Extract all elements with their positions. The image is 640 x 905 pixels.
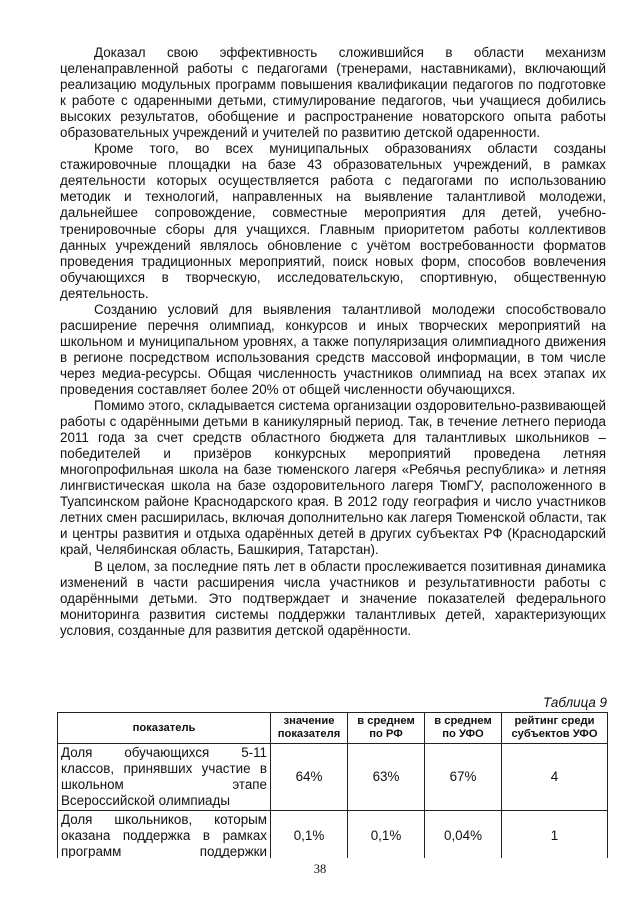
header-ufo-rank: рейтинг среди субъектов УФО (502, 713, 608, 744)
paragraph-3: Созданию условий для выявления талантливой молодежи способствовало расширение перечня олимпиад, конкурсов и иных творческих мероприятий на школьном и муниципальном уровнях, а также популяризация олимпиадного движения в регионе посредством использования средств массовой информации, в том числе через медиа-ресурсы. Общая численность участников олимпиад на всех этапах их проведения составляет более 20% от общей численности обучающихся. (60, 301, 606, 397)
table-caption: Таблица 9 (543, 695, 607, 710)
row-rf-average: 0,1% (348, 811, 425, 859)
row-ufo-rank: 1 (502, 811, 608, 859)
paragraph-4: Помимо этого, складывается система организации оздоровительно-развивающей работы с одарёнными детьми в каникулярный период. Так, в течение летнего периода 2011 года за счет средств областного бюджета для талантливых школьников – победителей и призёров конкурсных мероприятий проведена летняя многопрофильная школа на базе тюменского лагеря «Ребячья республика» и летняя лингвистическая школа на базе оздоровительного лагеря ТюмГУ, расположенного в Туапсинском районе Краснодарского края. В 2012 году география и число участников летних смен расширилась, включая дополнительно как лагеря Тюменской области, так и центры развития и отдыха одарённых детей в других субъектах РФ (Краснодарский край, Челябинская область, Башкирия, Татарстан). (60, 398, 606, 558)
row-ufo-average: 0,04% (425, 811, 502, 859)
paragraph-5: В целом, за последние пять лет в области прослеживается позитивная динамика изменений в части расширения числа участников и результативности работы с одарёнными детьми. Это подтверждает и значение показателей федерального мониторинга развития системы поддержки талантливых детей, характеризующих условия, созданные для развития детской одарённости. (60, 558, 606, 638)
row-indicator-text: Доля школьников, которым оказана поддержка в рамках программ поддержки (61, 812, 267, 858)
row-indicator (58, 811, 271, 859)
header-value: значение показателя (271, 713, 348, 744)
paragraph-1: Доказал свою эффективность сложившийся в области механизм целенаправленной работы с педагогами (тренерами, наставниками), включающий реализацию модульных программ повышения квалификации педагогов по подготовке к работе с одаренными детьми, стимулирование педагогов, чьи учащиеся добились высоких результатов, обобщение и распространение новаторского опыта работы образовательных учреждений и учителей по развитию детской одаренности. (60, 45, 606, 141)
paragraph-2: Кроме того, во всех муниципальных образованиях области созданы стажировочные площадки на базе 43 образовательных учреждений, в рамках деятельности которых осуществляется работа с педагогами по использованию методик и технологий, направленных на выявление талантливой молодежи, дальнейшее сопровождение, совместные мероприятия для детей, учебно-тренировочные сборы для учащихся. Главным приоритетом работы коллективов данных учреждений являлось обновление с учётом востребованности форматов проведения традиционных мероприятий, поиск новых форм, способов вовлечения обучающихся в творческую, исследовательскую, спортивную, общественную деятельность. (60, 141, 606, 301)
row-indicator-text: Доля обучающихся 5-11 классов, принявших участие в школьном этапе (61, 745, 267, 792)
row-ufo-rank: 4 (502, 744, 608, 811)
table-row (58, 744, 608, 811)
header-ufo-average: в среднем по УФО (425, 713, 502, 744)
indicators-table (57, 712, 608, 858)
page-number: 38 (313, 862, 327, 876)
row-indicator-last-line: Всероссийской олимпиады (61, 793, 230, 808)
header-rf-average: в среднем по РФ (348, 713, 425, 744)
table-header-row (58, 713, 608, 744)
table-row (58, 811, 608, 859)
row-value: 0,1% (271, 811, 348, 859)
row-rf-average: 63% (348, 744, 425, 811)
header-indicator: показатель (58, 713, 271, 744)
row-ufo-average: 67% (425, 744, 502, 811)
table-container (50, 712, 620, 858)
body-text (60, 45, 606, 639)
row-value: 64% (271, 744, 348, 811)
row-indicator (58, 744, 271, 811)
